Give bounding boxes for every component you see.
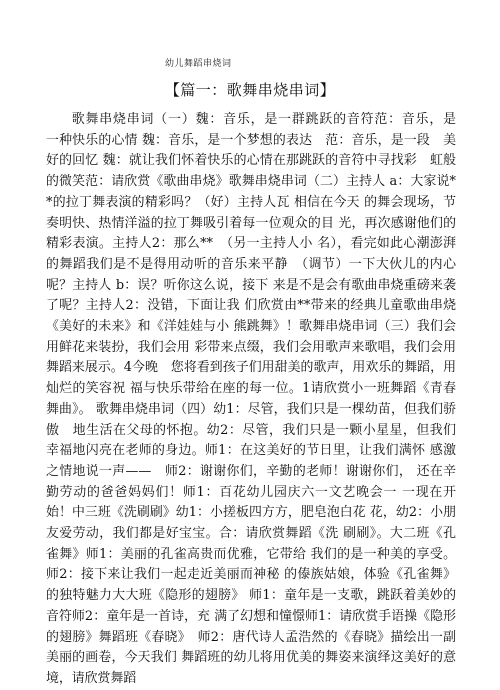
section-title: 【篇一：歌舞串烧串词】 xyxy=(164,81,336,99)
running-header: 幼儿舞蹈串烧词 xyxy=(165,59,232,69)
body-paragraph: 歌舞串烧串词（一）魏：音乐，是一群跳跃的音符范：音乐，是 一种快乐的心情 魏：音乐，是一个梦想的表达 范：音乐，是一段 美好的回忆 魏：就让我们怀着快乐的心情在那跳跃的音符中寻找彩 虹般的微笑范：请欣赏《歌曲串烧》歌舞串烧串词（二）主持人 a：大家说**的拉丁舞表演的精彩吗？（好）主持人瓦 相信在今天 的舞会现场，节奏明快、热情洋溢的拉丁舞吸引着每一位观众的目 光，再次感谢他们的精彩表演。主持人2：那么** （另一主持人小 名），看完如此心潮澎湃的舞蹈我们是不是得用动听的音乐来平静 （调节）一下大伙儿的内心呢？主持人 b：误？听你这么说，接下 来是不是会有歌曲串烧重磅来袭了呢？主持人2：没错，下面让我 们欣赏由**带来的经典儿童歌曲串烧《美好的未来》和《洋娃娃与小 熊跳舞》！歌舞串烧串词（三）我们会用鲜花来装扮，我们会用 彩带来点缀，我们会用歌声来歌唱，我们会用舞蹈来展示。4今晚 您将看到孩子们用甜美的歌声，用欢乐的舞蹈，用灿烂的笑容祝 福与快乐带给在座的每一位。1请欣赏小一班舞蹈《青春舞曲》。 歌舞串烧串词（四）幼1：尽管，我们只是一棵幼苗，但我们骄傲 地生活在父母的怀抱。幼2：尽管，我们只是一颗小星星，但我们 幸福地闪亮在老师的身边。师1：在这美好的节日里，让我们满怀 感激之情地说一声—— 师2：谢谢你们，辛勤的老师！谢谢你们， 还在辛勤劳动的爸爸妈妈们！师1：百花幼儿园庆六一文艺晚会一 一现在开始！中三班《洗刷刷》幼1：小搓板四方方，肥皂泡白花 花，幼2：小朋友爱劳动，我们都是好宝宝。合：请欣赏舞蹈《洗 刷刷》。大二班《孔雀舞》师1：美丽的孔雀高贵而优雅，它带给 我们的是一种美的享受。师2：接下来让我们一起走近美丽而神秘 的傣族姑娘，体验《孔雀舞》的独特魅力大大班《隐形的翅膀》 师1：童年是一支歌，跳跃着美妙的音符师2：童年是一首诗，充 满了幻想和憧憬师1：请欣赏手语操《隐形的翅膀》舞蹈班《春晓》 师2：唐代诗人孟浩然的《春晓》描绘出一副美丽的画卷，今天我们 舞蹈班的幼儿将用优美的舞姿来演绎这美好的意境，请欣赏舞蹈 xyxy=(46,112,469,686)
body-text-block xyxy=(46,110,469,690)
